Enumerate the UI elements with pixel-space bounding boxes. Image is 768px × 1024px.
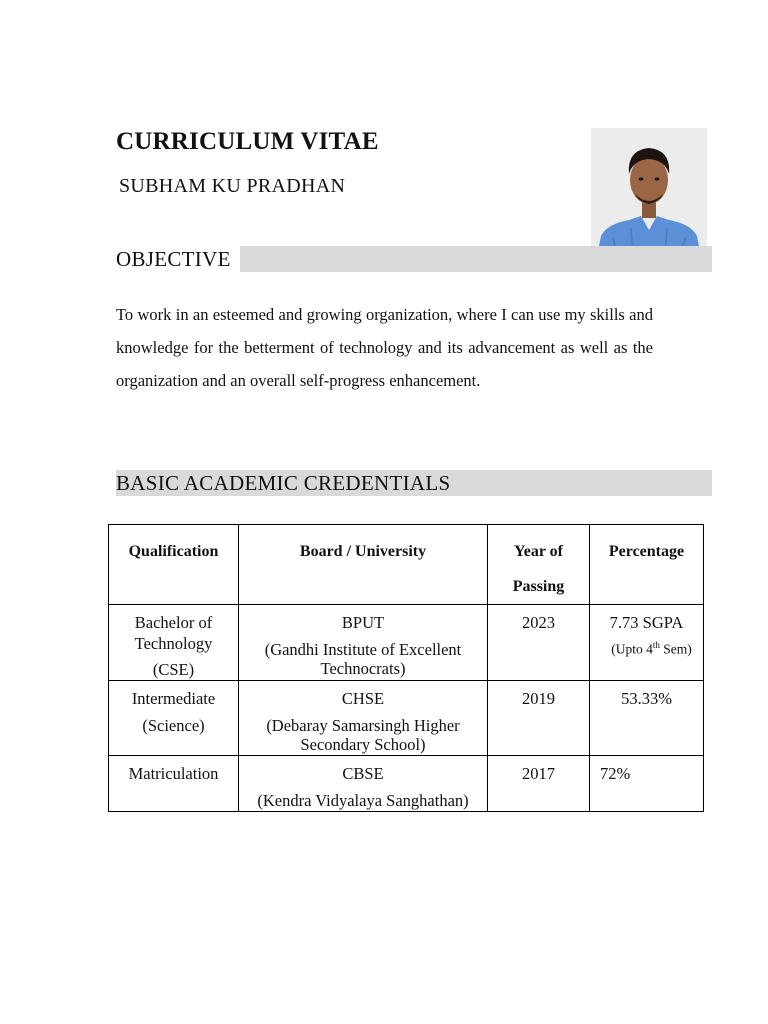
qualification-cell: Bachelor of Technology (CSE)	[109, 605, 239, 681]
person-photo-icon	[591, 128, 707, 256]
year-cell: 2023	[488, 605, 590, 681]
qualification-cell: Intermediate (Science)	[109, 681, 239, 756]
qualification-cell: Matriculation	[109, 756, 239, 812]
col-qualification: Qualification	[109, 525, 239, 605]
col-percentage: Percentage	[590, 525, 704, 605]
board-cell: CHSE (Debaray Samarsingh Higher Secondary School)	[239, 681, 488, 756]
year-cell: 2017	[488, 756, 590, 812]
board-cell: CBSE (Kendra Vidyalaya Sanghathan)	[239, 756, 488, 812]
objective-paragraph: To work in an esteemed and growing organization, where I can use my skills and knowledge for the betterment of technology and its advancement as well as the organization and an overall self-progress enhancement.	[116, 305, 653, 390]
percentage-cell: 72%	[590, 756, 704, 812]
col-year: Year of Passing	[488, 525, 590, 605]
table-row	[109, 605, 704, 681]
profile-photo	[591, 128, 707, 256]
academics-heading: BASIC ACADEMIC CREDENTIALS	[116, 471, 451, 495]
year-cell: 2019	[488, 681, 590, 756]
table-row	[109, 681, 704, 756]
academic-table	[108, 524, 704, 812]
candidate-name: SUBHAM KU PRADHAN	[119, 175, 346, 197]
col-board: Board / University	[239, 525, 488, 605]
cv-title: CURRICULUM VITAE	[116, 128, 379, 155]
percentage-cell: 53.33%	[590, 681, 704, 756]
table-row	[109, 756, 704, 812]
objective-heading: OBJECTIVE	[116, 247, 231, 271]
percentage-cell: 7.73 SGPA (Upto 4th Sem)	[590, 605, 704, 681]
board-cell: BPUT (Gandhi Institute of Excellent Technocrats)	[239, 605, 488, 681]
table-header-row	[109, 525, 704, 605]
